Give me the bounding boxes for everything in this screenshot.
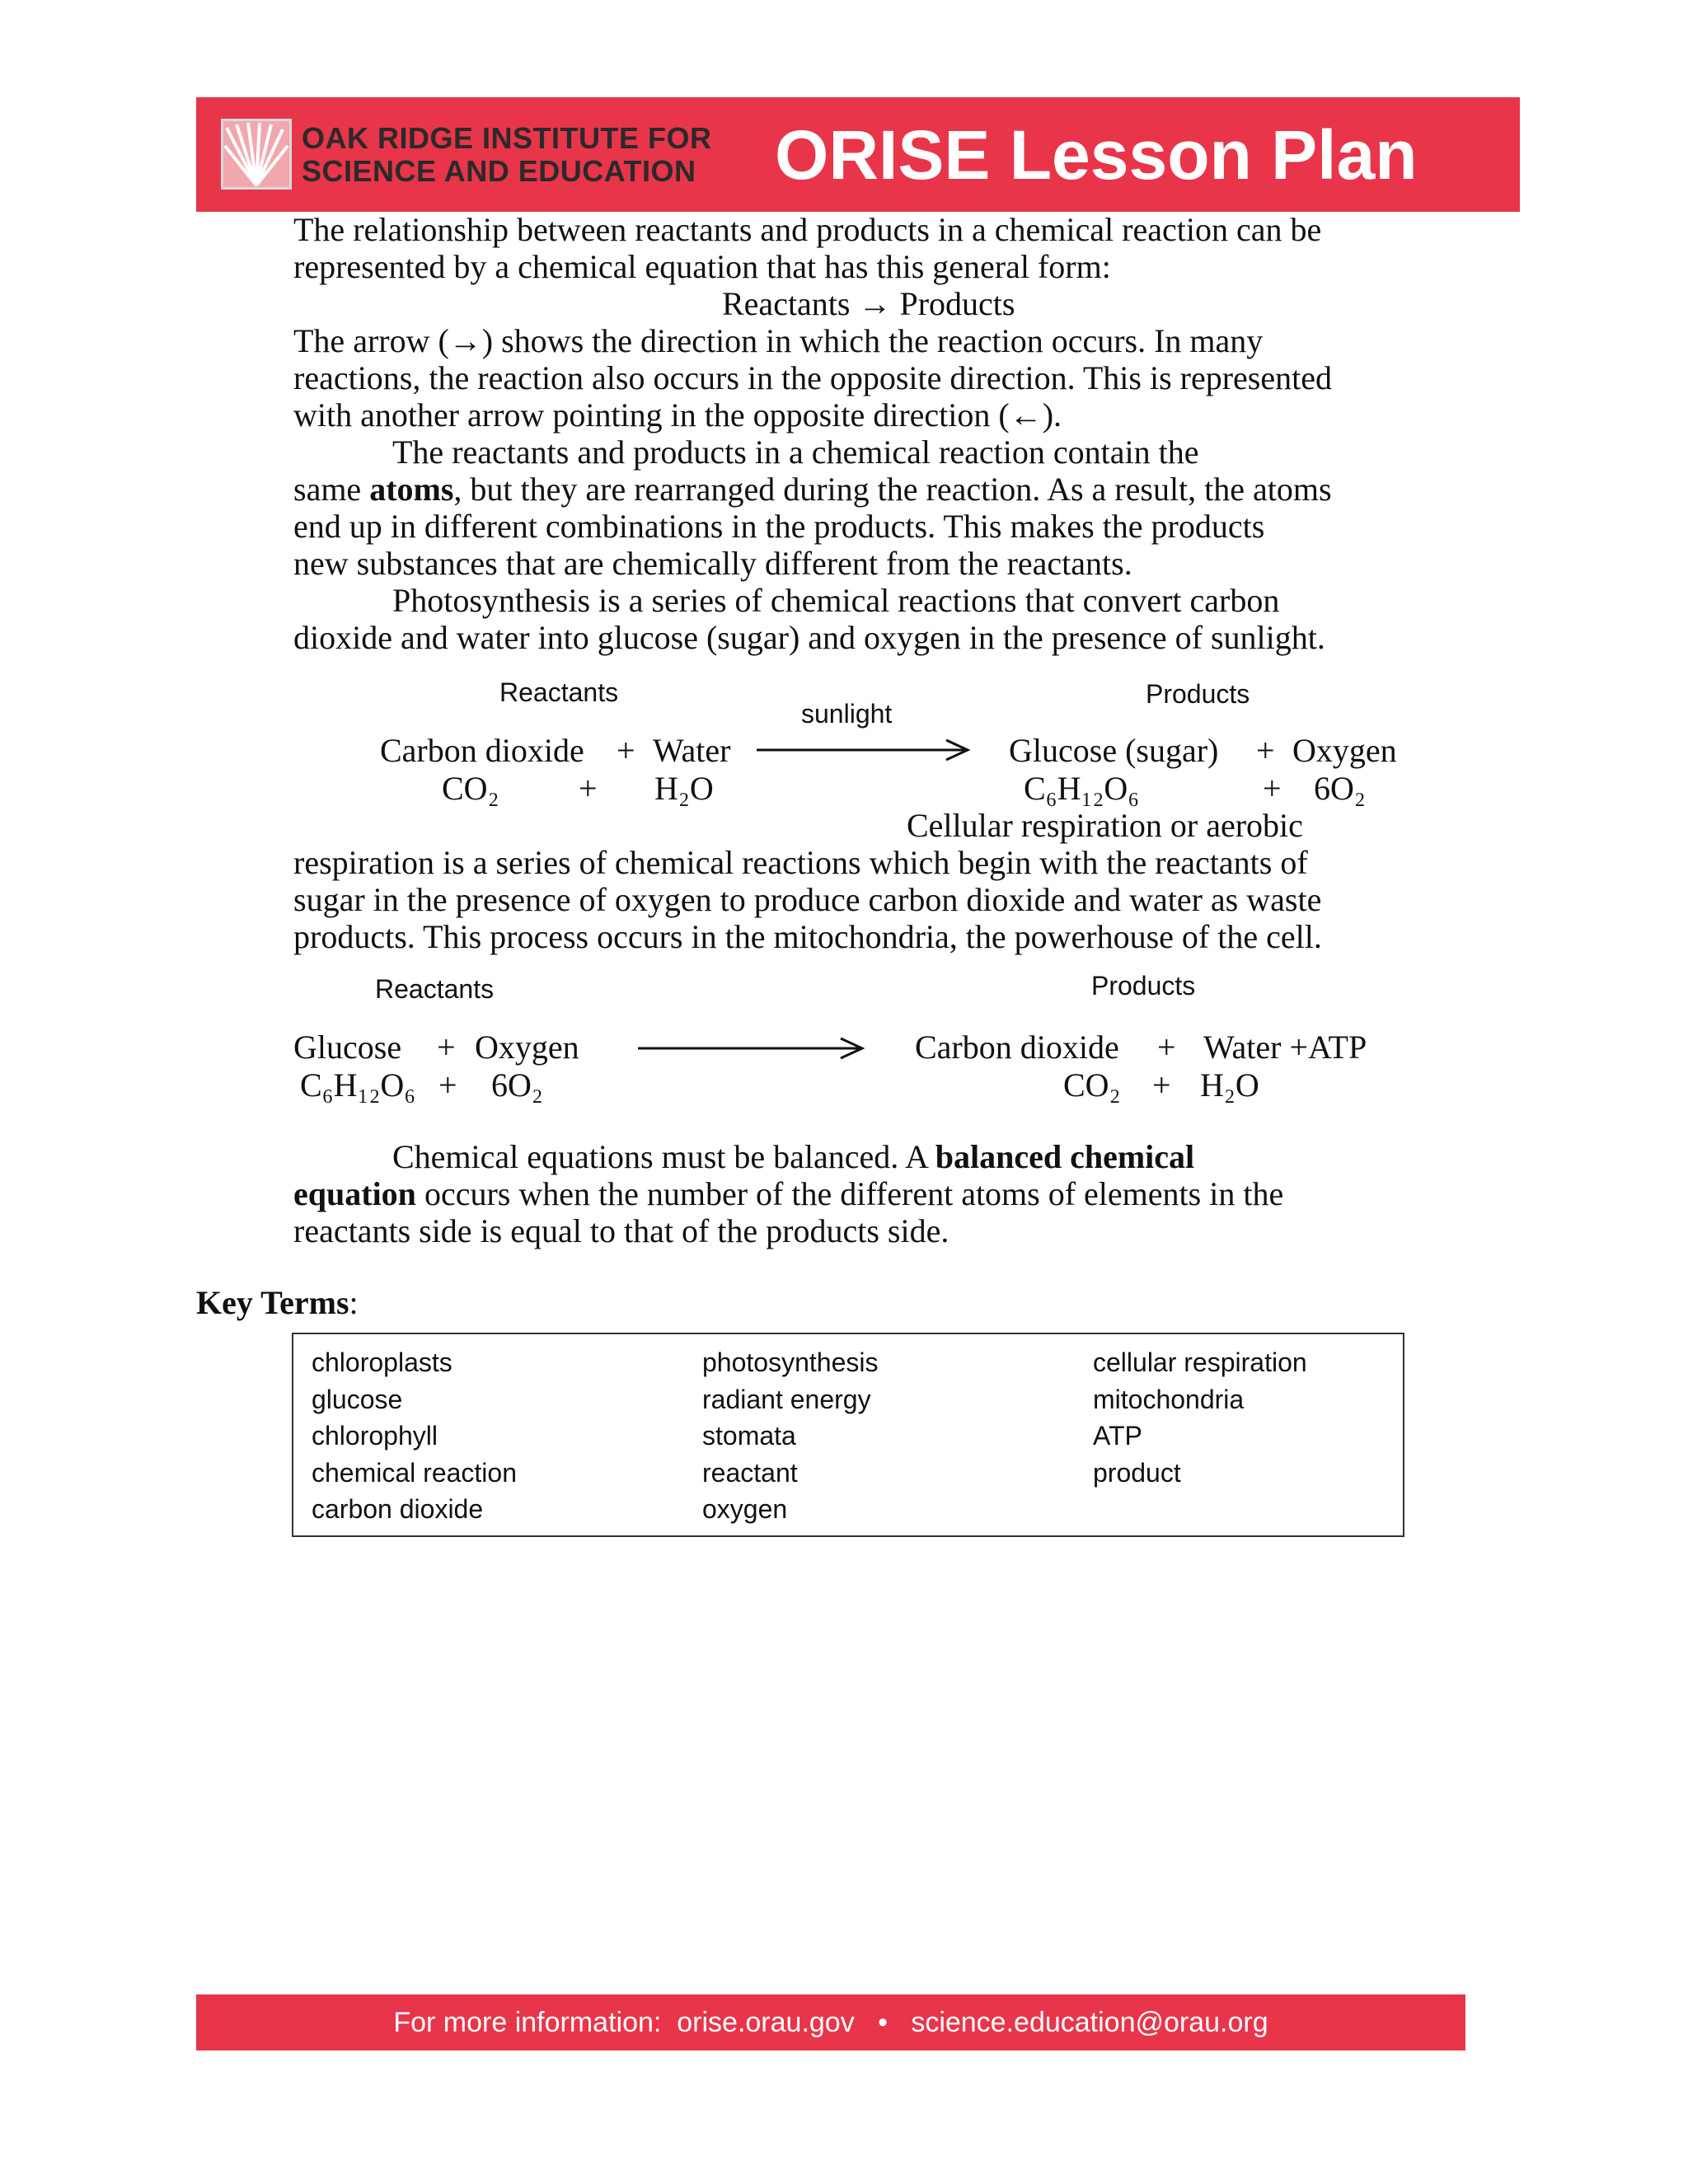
key-term: cellular respiration — [1093, 1347, 1307, 1377]
respiration-product-2: Water +ATP — [1203, 1029, 1367, 1066]
respiration-plus-1: + — [437, 1029, 456, 1066]
key-terms-column-1 — [312, 1344, 517, 1528]
respiration-products-label: Products — [1091, 971, 1196, 1001]
key-terms-heading-text: Key Terms — [196, 1284, 349, 1321]
respiration-formula-plus-2: + — [1152, 1066, 1171, 1104]
intro-p4-line1: Photosynthesis is a series of chemical reactions that convert carbon — [392, 582, 1280, 619]
photosynthesis-formula-plus-1: + — [579, 770, 598, 807]
photosynthesis-products-label: Products — [1146, 679, 1250, 709]
balanced-line1-pre: Chemical equations must be balanced. A — [392, 1138, 935, 1175]
key-term: chemical reaction — [312, 1457, 517, 1488]
intro-p2-line3: with another arrow pointing in the opposite direction (←). — [293, 396, 1062, 434]
footer-email-link[interactable]: science.education@orau.org — [911, 2007, 1268, 2038]
balanced-line3: reactants side is equal to that of the products side. — [293, 1212, 950, 1249]
footer-label: For more information: — [393, 2007, 662, 2038]
intro-p3-line1: The reactants and products in a chemical reaction contain the — [392, 434, 1199, 471]
intro-p3-line2-post: , but they are rearranged during the reaction. As a result, the atoms — [453, 471, 1332, 508]
intro-p3-line2-pre: same — [293, 471, 370, 508]
photosynthesis-arrow-icon — [755, 737, 973, 763]
respiration-reactant-2: Oxygen — [475, 1029, 579, 1066]
respiration-formula-r1: C₆H₁₂O₆ — [300, 1066, 416, 1104]
photosynthesis-product-1: Glucose (sugar) — [1009, 732, 1219, 769]
header-banner — [196, 97, 1520, 212]
key-terms-box — [292, 1333, 1404, 1537]
photosynthesis-product-2: Oxygen — [1292, 732, 1397, 769]
key-term: stomata — [702, 1421, 796, 1451]
key-term: chloroplasts — [312, 1347, 452, 1377]
intro-p1-line1: The relationship between reactants and products in a chemical reaction can be — [293, 211, 1322, 248]
respiration-plus-2: + — [1157, 1029, 1176, 1066]
general-form-equation: Reactants → Products — [722, 285, 1015, 322]
balanced-line1 — [392, 1138, 1194, 1175]
photosynthesis-reactant-2: Water — [653, 732, 731, 769]
key-term: photosynthesis — [702, 1347, 879, 1377]
key-terms-heading — [196, 1284, 359, 1321]
key-term: chlorophyll — [312, 1421, 438, 1451]
photosynthesis-condition: sunlight — [801, 699, 893, 729]
key-term: oxygen — [702, 1494, 788, 1524]
photosynthesis-reactants-label: Reactants — [499, 677, 619, 707]
respiration-formula-p2: H₂O — [1200, 1066, 1259, 1104]
footer-website-link[interactable]: orise.orau.gov — [677, 2007, 855, 2038]
key-term: product — [1093, 1457, 1181, 1488]
respiration-line2: respiration is a series of chemical reactions which begin with the reactants of — [293, 844, 1308, 881]
key-term: carbon dioxide — [312, 1494, 484, 1524]
photosynthesis-formula-plus-2: + — [1263, 770, 1282, 807]
page-title: ORISE Lesson Plan — [775, 116, 1418, 194]
photosynthesis-plus-1: + — [617, 732, 635, 769]
key-terms-colon: : — [349, 1284, 359, 1321]
key-term: mitochondria — [1093, 1384, 1245, 1414]
balanced-line2-post: occurs when the number of the different atoms of elements in the — [415, 1175, 1284, 1212]
intro-p1-line2: represented by a chemical equation that has this general form: — [293, 248, 1111, 285]
photosynthesis-reactant-1: Carbon dioxide — [380, 732, 584, 769]
intro-p3-line3: end up in different combinations in the products. This makes the products — [293, 508, 1265, 545]
intro-p2-line1: The arrow (→) shows the direction in which the reaction occurs. In many — [293, 322, 1264, 359]
intro-p3-line4: new substances that are chemically different from the reactants. — [293, 545, 1132, 582]
term-atoms: atoms — [369, 471, 454, 508]
key-terms-column-2 — [702, 1344, 878, 1528]
term-equation: equation — [293, 1175, 416, 1212]
respiration-reactants-label: Reactants — [375, 974, 495, 1004]
sunburst-icon — [223, 121, 289, 187]
respiration-arrow-icon — [636, 1035, 867, 1062]
photosynthesis-formula-p1: C₆H₁₂O₆ — [1024, 770, 1140, 807]
respiration-product-1: Carbon dioxide — [915, 1029, 1119, 1066]
photosynthesis-formula-p2: 6O₂ — [1314, 770, 1366, 807]
respiration-reactant-1: Glucose — [293, 1029, 402, 1066]
footer-bullet: • — [878, 2007, 888, 2038]
term-balanced-chemical: balanced chemical — [935, 1138, 1195, 1175]
key-term: glucose — [312, 1384, 403, 1414]
intro-p3-line2 — [293, 471, 1332, 508]
respiration-formula-r2: 6O₂ — [491, 1066, 543, 1104]
respiration-line1: Cellular respiration or aerobic — [907, 807, 1303, 844]
footer-banner — [196, 1994, 1465, 2050]
balanced-line2 — [293, 1175, 1283, 1212]
key-term: radiant energy — [702, 1384, 871, 1414]
photosynthesis-formula-r1: CO₂ — [442, 770, 499, 807]
orise-logo — [221, 119, 292, 190]
intro-p2-line2: reactions, the reaction also occurs in the opposite direction. This is represented — [293, 359, 1332, 396]
key-term: reactant — [702, 1457, 798, 1488]
org-name — [302, 122, 712, 188]
org-name-line1: OAK RIDGE INSTITUTE FOR — [302, 121, 712, 155]
org-name-line2: SCIENCE AND EDUCATION — [302, 154, 696, 188]
intro-p4-line2: dioxide and water into glucose (sugar) and oxygen in the presence of sunlight. — [293, 619, 1325, 656]
respiration-formula-plus-1: + — [438, 1066, 457, 1104]
key-term: ATP — [1093, 1421, 1142, 1451]
respiration-formula-p1: CO₂ — [1063, 1066, 1121, 1104]
respiration-line3: sugar in the presence of oxygen to produce carbon dioxide and water as waste — [293, 881, 1322, 918]
respiration-line4: products. This process occurs in the mitochondria, the powerhouse of the cell. — [293, 918, 1322, 955]
key-terms-column-3 — [1093, 1344, 1307, 1491]
photosynthesis-plus-2: + — [1256, 732, 1275, 769]
photosynthesis-formula-r2: H₂O — [654, 770, 714, 807]
